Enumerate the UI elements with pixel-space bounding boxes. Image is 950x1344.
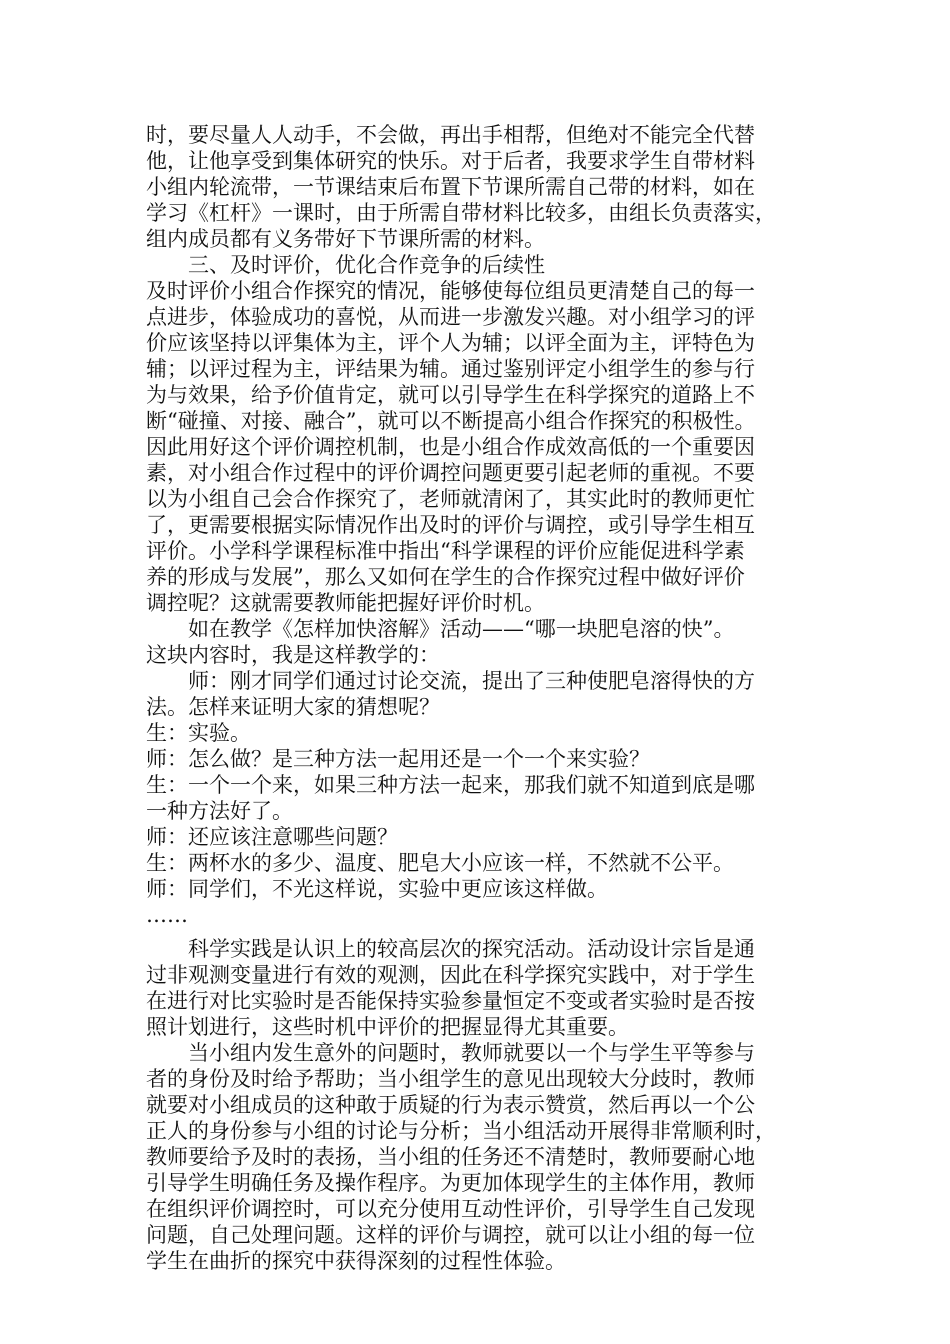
text-line: 就要对小组成员的这种敢于质疑的行为表示赞赏，然后再以一个公 [146, 1093, 755, 1117]
dialogue-line: 生：实验。 [146, 721, 251, 745]
text-line: 组内成员都有义务带好下节课所需的材料。 [146, 227, 545, 251]
text-line: 断“碰撞、对接、融合”，就可以不断提高小组合作探究的积极性。 [146, 409, 756, 433]
text-line: 时，要尽量人人动手，不会做，再出手相帮，但绝对不能完全代替 [146, 123, 755, 147]
text-line: 如在教学《怎样加快溶解》活动——“哪一块肥皂溶的快”。 [188, 617, 735, 641]
dialogue-line: 师：刚才同学们通过讨论交流，提出了三种使肥皂溶得快的方 [188, 669, 755, 693]
text-line: 点进步，体验成功的喜悦，从而进一步激发兴趣。对小组学习的评 [146, 305, 755, 329]
text-line: 评价。小学科学课程标准中指出“科学课程的评价应能促进科学素 [146, 539, 745, 563]
text-line: 学生在曲折的探究中获得深刻的过程性体验。 [146, 1249, 566, 1273]
dialogue-line: 师：怎么做？是三种方法一起用还是一个一个来实验？ [146, 747, 650, 771]
text-line: 教师要给予及时的表扬，当小组的任务还不清楚时，教师要耐心地 [146, 1145, 755, 1169]
text-line: 调控呢？这就需要教师能把握好评价时机。 [146, 591, 545, 615]
text-line: 学习《杠杆》一课时，由于所需自带材料比较多，由组长负责落实， [146, 201, 776, 225]
section-heading: 三、及时评价，优化合作竞争的后续性 [188, 253, 545, 277]
dialogue-line: 生：两杯水的多少、温度、肥皂大小应该一样，不然就不公平。 [146, 851, 734, 875]
text-line: 者的身份及时给予帮助；当小组学生的意见出现较大分歧时，教师 [146, 1067, 755, 1091]
text-line: 以为小组自己会合作探究了，老师就清闲了，其实此时的教师更忙 [146, 487, 755, 511]
text-line: 素，对小组合作过程中的评价调控问题更要引起老师的重视。不要 [146, 461, 755, 485]
text-line: 这块内容时，我是这样教学的： [146, 643, 440, 667]
text-line: 问题，自己处理问题。这样的评价与调控，就可以让小组的每一位 [146, 1223, 755, 1247]
text-line: 在组织评价调控时，可以充分使用互动性评价，引导学生自己发现 [146, 1197, 755, 1221]
dialogue-line: 生：一个一个来，如果三种方法一起来，那我们就不知道到底是哪 [146, 773, 755, 797]
text-line: 过非观测变量进行有效的观测，因此在科学探究实践中，对于学生 [146, 963, 755, 987]
dialogue-line: 师：还应该注意哪些问题？ [146, 825, 398, 849]
text-line: 正人的身份参与小组的讨论与分析；当小组活动开展得非常顺利时， [146, 1119, 776, 1143]
text-line: 他，让他享受到集体研究的快乐。对于后者，我要求学生自带材料 [146, 149, 755, 173]
dialogue-line: 师：同学们，不光这样说，实验中更应该这样做。 [146, 877, 608, 901]
text-line: 照计划进行，这些时机中评价的把握显得尤其重要。 [146, 1015, 629, 1039]
text-line: 及时评价小组合作探究的情况，能够使每位组员更清楚自己的每一 [146, 279, 755, 303]
text-line: 辅；以评过程为主，评结果为辅。通过鉴别评定小组学生的参与行 [146, 357, 755, 381]
dialogue-line: 一种方法好了。 [146, 799, 293, 823]
text-line: 科学实践是认识上的较高层次的探究活动。活动设计宗旨是通 [188, 937, 755, 961]
text-line: 因此用好这个评价调控机制，也是小组合作成效高低的一个重要因 [146, 435, 755, 459]
text-line: 了，更需要根据实际情况作出及时的评价与调控，或引导学生相互 [146, 513, 755, 537]
text-line: 为与效果，给予价值肯定，就可以引导学生在科学探究的道路上不 [146, 383, 755, 407]
text-line: 小组内轮流带，一节课结束后布置下节课所需自己带的材料，如在 [146, 175, 755, 199]
text-line: 养的形成与发展”，那么又如何在学生的合作探究过程中做好评价 [146, 565, 745, 589]
text-line: 在进行对比实验时是否能保持实验参量恒定不变或者实验时是否按 [146, 989, 755, 1013]
text-line: 当小组内发生意外的问题时，教师就要以一个与学生平等参与 [188, 1041, 755, 1065]
ellipsis: …… [146, 903, 188, 927]
text-line: 引导学生明确任务及操作程序。为更加体现学生的主体作用，教师 [146, 1171, 755, 1195]
dialogue-line: 法。怎样来证明大家的猜想呢？ [146, 695, 440, 719]
document-page [146, 122, 806, 1274]
text-line: 价应该坚持以评集体为主，评个人为辅；以评全面为主，评特色为 [146, 331, 755, 355]
